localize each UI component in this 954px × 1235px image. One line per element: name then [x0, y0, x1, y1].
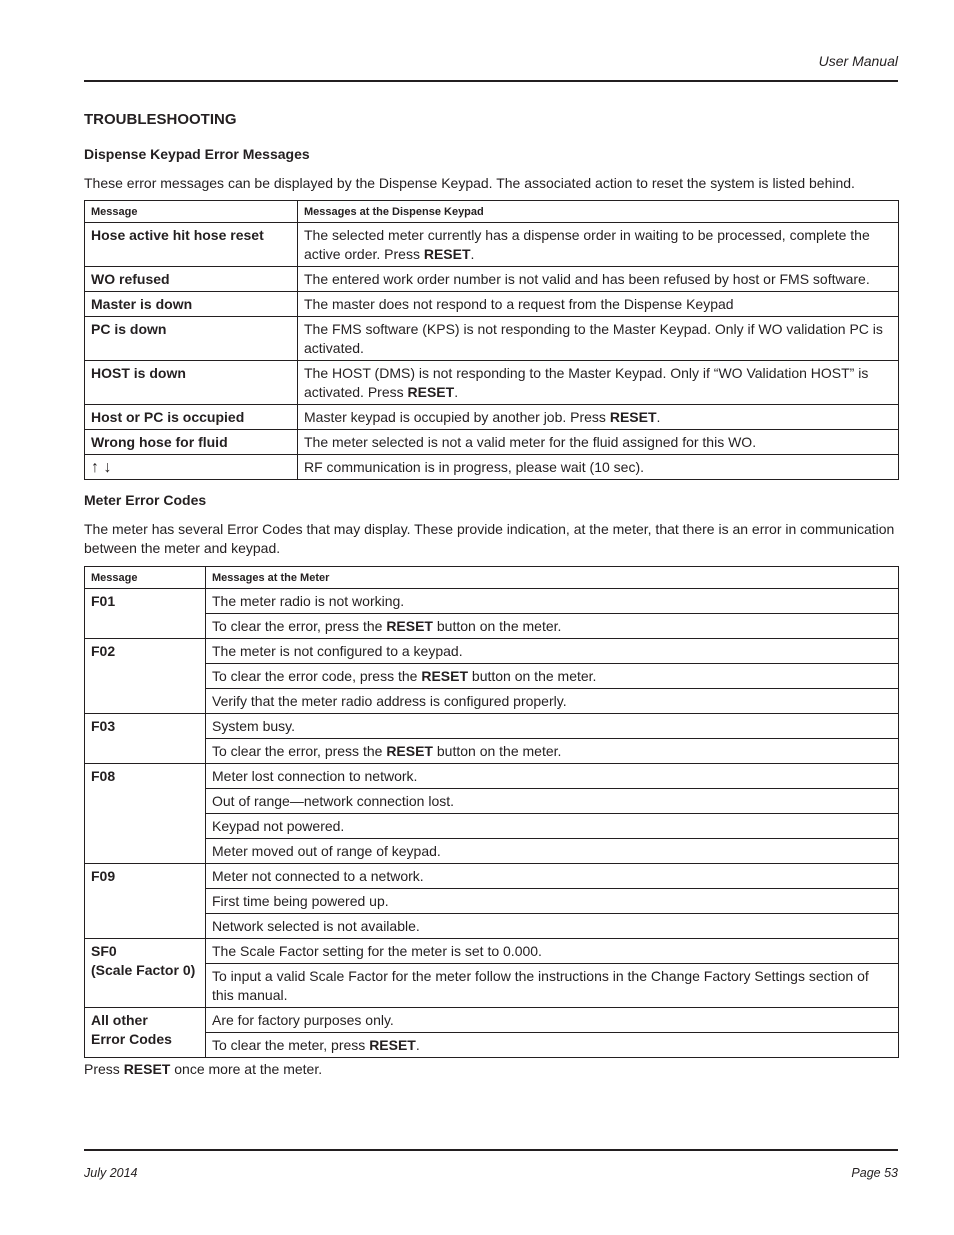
error-code-sublabel: (Scale Factor 0) — [91, 962, 196, 978]
error-message-name: Master is down — [85, 292, 298, 317]
text-part: The FMS software (KPS) is not responding to the Master Keypad. Only if WO validation PC is activated. — [304, 321, 883, 356]
meter-error-row — [85, 1008, 899, 1033]
meter-errors-table — [84, 566, 899, 1058]
meter-col-description: Messages at the Meter — [206, 567, 899, 589]
meter-error-description — [206, 839, 899, 864]
keypad-error-row — [85, 267, 899, 292]
header-divider — [84, 80, 898, 82]
text-part: Are for factory purposes only. — [212, 1012, 394, 1028]
keypad-col-description: Messages at the Dispense Keypad — [298, 201, 899, 223]
error-message-name: PC is down — [85, 317, 298, 361]
meter-error-description — [206, 1033, 899, 1058]
text-part: The meter selected is not a valid meter for the fluid assigned for this WO. — [304, 434, 757, 450]
meter-outro — [84, 1060, 898, 1079]
meter-error-row — [85, 764, 899, 789]
meter-col-message: Message — [85, 567, 206, 589]
up-down-arrows-icon: ↑ ↓ — [85, 455, 298, 480]
meter-error-description — [206, 664, 899, 689]
meter-error-code — [85, 639, 206, 714]
meter-error-row — [85, 1033, 899, 1058]
meter-error-description — [206, 639, 899, 664]
error-code-sublabel: Error Codes — [91, 1031, 172, 1047]
meter-error-row — [85, 914, 899, 939]
meter-error-code — [85, 939, 206, 1008]
meter-error-row — [85, 939, 899, 964]
meter-error-description — [206, 864, 899, 889]
meter-error-row — [85, 589, 899, 614]
error-message-description — [298, 361, 899, 405]
footer-divider — [84, 1149, 898, 1151]
text-part: The meter is not configured to a keypad. — [212, 643, 463, 659]
keypad-table-body — [85, 223, 899, 480]
meter-outro-post: once more at the meter. — [170, 1061, 323, 1077]
text-part: . — [415, 1037, 420, 1053]
meter-error-row — [85, 889, 899, 914]
reset-keyword: RESET — [369, 1037, 416, 1053]
meter-errors-subtitle: Meter Error Codes — [84, 492, 207, 508]
error-message-description — [298, 223, 899, 267]
text-part: The master does not respond to a request from the Dispense Keypad — [304, 296, 734, 312]
text-part: To input a valid Scale Factor for the meter follow the instructions in the Change Factory Settings section of this manual. — [212, 968, 869, 1003]
error-code-label: F09 — [91, 868, 116, 884]
meter-error-row — [85, 964, 899, 1008]
text-part: Network selected is not available. — [212, 918, 420, 934]
meter-error-description — [206, 589, 899, 614]
text-part: To clear the error, press the — [212, 618, 387, 634]
error-message-description — [298, 405, 899, 430]
footer-page-number: Page 53 — [851, 1166, 898, 1180]
keypad-error-row — [85, 361, 899, 405]
text-part: The meter radio is not working. — [212, 593, 405, 609]
text-part: To clear the meter, press — [212, 1037, 370, 1053]
text-part: Meter lost connection to network. — [212, 768, 418, 784]
error-message-description — [298, 317, 899, 361]
meter-error-row — [85, 614, 899, 639]
error-message-name: WO refused — [85, 267, 298, 292]
reset-keyword: RESET — [386, 743, 433, 759]
meter-error-row — [85, 739, 899, 764]
text-part: . — [656, 409, 661, 425]
error-message-name: Wrong hose for fluid — [85, 430, 298, 455]
meter-error-row — [85, 639, 899, 664]
keypad-error-row — [85, 405, 899, 430]
text-part: Verify that the meter radio address is configured properly. — [212, 693, 567, 709]
meter-error-code — [85, 864, 206, 939]
meter-error-code — [85, 714, 206, 764]
meter-error-description — [206, 739, 899, 764]
meter-error-row — [85, 814, 899, 839]
error-code-label: SF0 — [91, 943, 117, 959]
error-message-name: Hose active hit hose reset — [85, 223, 298, 267]
keypad-error-row — [85, 292, 899, 317]
text-part: Keypad not powered. — [212, 818, 345, 834]
meter-error-code — [85, 589, 206, 639]
meter-error-description — [206, 939, 899, 964]
text-part: The HOST (DMS) is not responding to the Master Keypad. Only if “WO Validation HOST” is activated. Press — [304, 365, 869, 400]
keypad-col-message: Message — [85, 201, 298, 223]
text-part: The entered work order number is not valid and has been refused by host or FMS software. — [304, 271, 870, 287]
meter-error-code — [85, 1008, 206, 1058]
text-part: button on the meter. — [468, 668, 597, 684]
document-title: User Manual — [818, 53, 898, 69]
error-message-description — [298, 455, 899, 480]
meter-error-row — [85, 689, 899, 714]
error-code-label: F08 — [91, 768, 116, 784]
text-part: button on the meter. — [433, 618, 562, 634]
meter-error-row — [85, 864, 899, 889]
meter-error-description — [206, 889, 899, 914]
error-message-description — [298, 430, 899, 455]
meter-errors-intro: The meter has several Error Codes that may display. These provide indication, at the meter, that there is an error in communication between the meter and keypad. — [84, 521, 895, 556]
text-part: To clear the error, press the — [212, 743, 387, 759]
keypad-errors-subtitle: Dispense Keypad Error Messages — [84, 146, 310, 162]
text-part: The Scale Factor setting for the meter is set to 0.000. — [212, 943, 542, 959]
error-code-label: F01 — [91, 593, 116, 609]
meter-error-row — [85, 839, 899, 864]
meter-error-row — [85, 789, 899, 814]
text-part: Meter moved out of range of keypad. — [212, 843, 441, 859]
keypad-error-row — [85, 223, 899, 267]
reset-keyword: RESET — [407, 384, 455, 400]
keypad-error-row — [85, 430, 899, 455]
text-part: RF communication is in progress, please wait (10 sec). — [304, 459, 645, 475]
meter-error-row — [85, 714, 899, 739]
meter-error-description — [206, 764, 899, 789]
error-message-name: HOST is down — [85, 361, 298, 405]
meter-error-description — [206, 614, 899, 639]
text-part: button on the meter. — [433, 743, 562, 759]
reset-keyword: RESET — [423, 246, 471, 262]
meter-table-body — [85, 589, 899, 1058]
text-part: Master keypad is occupied by another job. Press — [304, 409, 610, 425]
text-part: System busy. — [212, 718, 295, 734]
error-code-label: All other — [91, 1012, 148, 1028]
keypad-error-row — [85, 317, 899, 361]
text-part: Meter not connected to a network. — [212, 868, 424, 884]
meter-error-description — [206, 1008, 899, 1033]
meter-outro-pre: Press — [84, 1061, 124, 1077]
page-content — [84, 110, 898, 1079]
meter-error-description — [206, 789, 899, 814]
text-part: The selected meter currently has a dispense order in waiting to be processed, complete the active order. Press — [304, 227, 870, 262]
error-code-label: F02 — [91, 643, 116, 659]
meter-error-code — [85, 764, 206, 864]
section-title: TROUBLESHOOTING — [84, 111, 237, 128]
error-message-description — [298, 267, 899, 292]
reset-keyword: RESET — [386, 618, 433, 634]
keypad-errors-table — [84, 200, 899, 480]
text-part: First time being powered up. — [212, 893, 389, 909]
meter-table-header — [85, 567, 899, 589]
meter-error-description — [206, 964, 899, 1008]
text-part: Out of range—network connection lost. — [212, 793, 455, 809]
text-part: . — [454, 384, 459, 400]
footer-date: July 2014 — [84, 1166, 138, 1180]
meter-error-row — [85, 664, 899, 689]
error-code-label: F03 — [91, 718, 116, 734]
text-part: . — [470, 246, 475, 262]
meter-error-description — [206, 914, 899, 939]
meter-error-description — [206, 814, 899, 839]
meter-outro-bold: RESET — [123, 1061, 171, 1077]
meter-error-description — [206, 714, 899, 739]
keypad-error-row — [85, 455, 899, 480]
keypad-errors-intro: These error messages can be displayed by the Dispense Keypad. The associated action to reset the system is listed behind. — [84, 175, 855, 191]
error-message-description — [298, 292, 899, 317]
reset-keyword: RESET — [609, 409, 657, 425]
keypad-table-header — [85, 201, 899, 223]
text-part: To clear the error code, press the — [212, 668, 422, 684]
error-message-name: Host or PC is occupied — [85, 405, 298, 430]
reset-keyword: RESET — [421, 668, 469, 684]
meter-error-description — [206, 689, 899, 714]
